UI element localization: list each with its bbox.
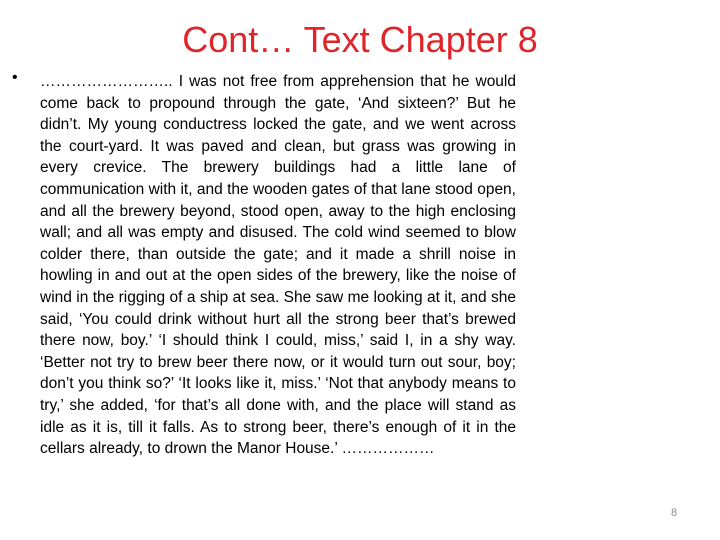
chapter-text-passage: …………………….. I was not free from apprehension that he would come back to propound through the gate, ‘And sixteen?’ But he didn’t. My young conductress locked the gate, and we went across the court-yard. It was paved and clean, but grass was growing in every crevice. The brewery buildings had a little lane of communication with it, and the wooden gates of that lane stood open, and all the brewery beyond, stood open, away to the high enclosing wall; and all was empty and disused. The cold wind seemed to blow colder there, than outside the gate; and it made a shrill noise in howling in and out at the open sides of the brewery, like the noise of wind in the rigging of a ship at sea. She saw me looking at it, and she said, ‘You could drink without hurt all the strong beer that’s brewed there now, boy.’ ‘I should think I could, miss,’ said I, in a shy way. ‘Better not try to brew beer there now, or it would turn out sour, boy; don’t you think so?’ ‘It looks like it, miss.’ ‘Not that anybody means to try,’ she added, ‘for that’s all done with, and the place will stand as idle as it is, till it falls. As to strong beer, there’s enough of it in the cellars already, to drown the Manor House.’ ……………… [40,73,516,458]
slide-title: Cont… Text Chapter 8 [182,19,538,60]
slide-page-number: 8 [670,507,678,519]
bullet-marker: • [12,69,18,86]
